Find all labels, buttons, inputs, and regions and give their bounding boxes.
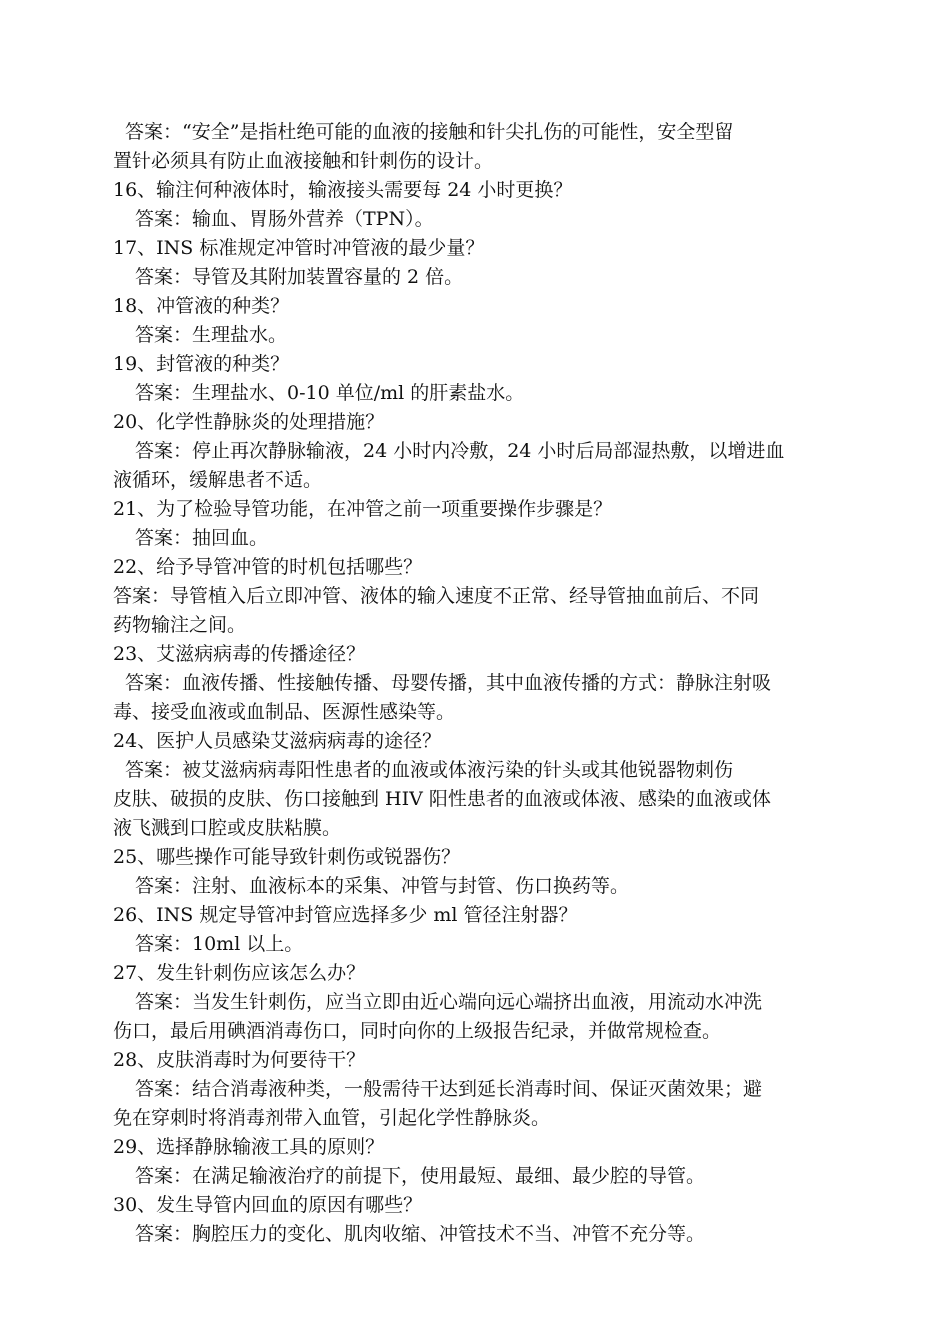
answer-line: 答案：结合消毒液种类，一般需待干达到延长消毒时间、保证灭菌效果；避 [135,1078,763,1100]
answer-line: 答案：导管植入后立即冲管、液体的输入速度不正常、经导管抽血前后、不同 [113,585,760,607]
question-line: 24、医护人员感染艾滋病病毒的途径？ [113,730,442,752]
question-line: 20、化学性静脉炎的处理措施？ [113,411,385,433]
answer-line: 答案：抽回血。 [135,527,269,549]
question-line: 27、发生针刺伤应该怎么办？ [113,962,366,984]
question-line: 28、皮肤消毒时为何要待干？ [113,1049,366,1071]
answer-line: 答案：生理盐水。 [135,324,288,346]
answer-line: 答案：生理盐水、0-10 单位/ml 的肝素盐水。 [135,382,525,404]
question-line: 29、选择静脉输液工具的原则？ [113,1136,385,1158]
answer-line: 答案：胸腔压力的变化、肌肉收缩、冲管技术不当、冲管不充分等。 [135,1223,706,1245]
answer-line: 答案：“安全”是指杜绝可能的血液的接触和针尖扎伤的可能性，安全型留 [125,121,734,143]
question-line: 17、INS 标准规定冲管时冲管液的最少量？ [113,237,485,259]
document-page [113,118,845,1249]
answer-line: 皮肤、破损的皮肤、伤口接触到 HIV 阳性患者的血液或体液、感染的血液或体 [113,788,771,810]
answer-line: 伤口，最后用碘酒消毒伤口，同时向你的上级报告纪录，并做常规检查。 [113,1020,722,1042]
answer-line: 液飞溅到口腔或皮肤粘膜。 [113,817,342,839]
answer-line: 答案：在满足输液治疗的前提下，使用最短、最细、最少腔的导管。 [135,1165,706,1187]
answer-line: 液循环，缓解患者不适。 [113,469,323,491]
question-line: 22、给予导管冲管的时机包括哪些？ [113,556,423,578]
answer-line: 答案：血液传播、性接触传播、母婴传播，其中血液传播的方式：静脉注射吸 [125,672,772,694]
question-line: 18、冲管液的种类？ [113,295,290,317]
question-line: 25、哪些操作可能导致针刺伤或锐器伤？ [113,846,461,868]
answer-line: 答案：注射、血液标本的采集、冲管与封管、伤口换药等。 [135,875,630,897]
answer-line: 答案：当发生针刺伤，应当立即由近心端向远心端挤出血液，用流动水冲洗 [135,991,763,1013]
answer-line: 答案：输血、胃肠外营养（TPN）。 [135,208,434,230]
answer-line: 答案：导管及其附加装置容量的 2 倍。 [135,266,464,288]
answer-line: 药物输注之间。 [113,614,247,636]
answer-line: 答案：被艾滋病病毒阳性患者的血液或体液污染的针头或其他锐器物刺伤 [125,759,734,781]
question-line: 16、输注何种液体时，输液接头需要每 24 小时更换？ [113,179,573,201]
question-line: 30、发生导管内回血的原因有哪些？ [113,1194,423,1216]
question-line: 21、为了检验导管功能，在冲管之前一项重要操作步骤是？ [113,498,613,520]
question-line: 19、封管液的种类？ [113,353,290,375]
answer-line: 免在穿刺时将消毒剂带入血管，引起化学性静脉炎。 [113,1107,551,1129]
question-line: 23、艾滋病病毒的传播途径？ [113,643,366,665]
question-line: 26、INS 规定导管冲封管应选择多少 ml 管径注射器？ [113,904,578,926]
answer-line: 答案：停止再次静脉输液，24 小时内冷敷，24 小时后局部湿热敷，以增进血 [135,440,785,462]
answer-line: 毒、接受血液或血制品、医源性感染等。 [113,701,456,723]
answer-line: 答案：10ml 以上。 [135,933,304,955]
answer-line: 置针必须具有防止血液接触和针刺伤的设计。 [113,150,494,172]
